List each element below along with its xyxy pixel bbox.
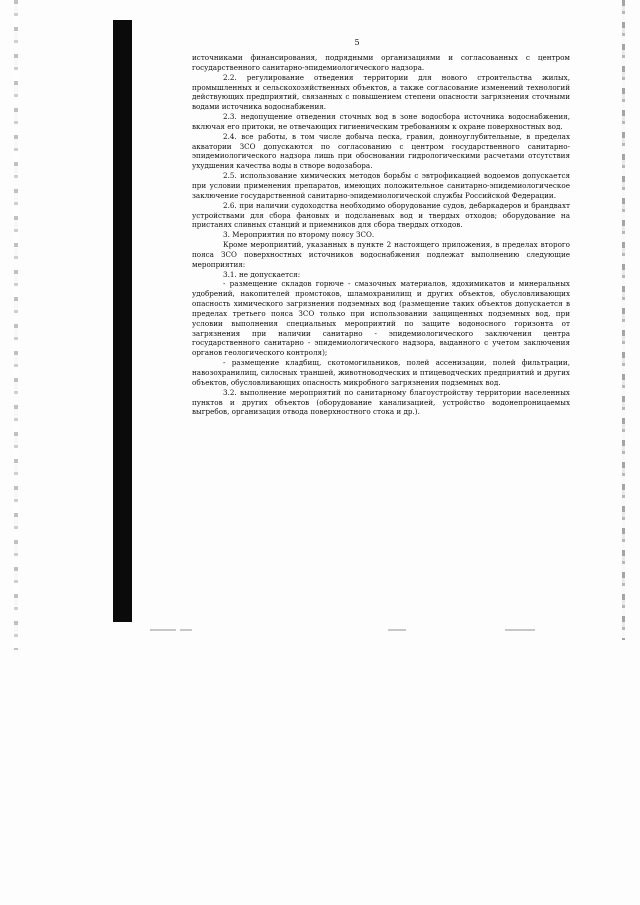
paragraph-2-6: 2.6. при наличии судоходства необходимо оборудование судов, дебаркадеров и брандвахт устройствами для сбора фановых и подсланевых вод и твердых отходов; оборудование на пристанях сливных станций и приемников для сбора твердых отходов. xyxy=(192,200,570,230)
scan-black-bar xyxy=(113,20,132,622)
paragraph-3-1: 3.1. не допускается: xyxy=(223,269,301,279)
scan-bottom-artifact xyxy=(505,629,535,631)
scan-left-edge-noise xyxy=(14,0,18,650)
list-item-cemetery-restriction: - размещение кладбищ, скотомогильников, полей ассенизации, полей фильтрации, навозохранилищ, силосных траншей, животноводческих и птицеводческих предприятий и других объектов, обусловливающих опасность микробного загрязнения подземных вод. xyxy=(192,358,570,387)
paragraph-3-intro: Кроме мероприятий, указанных в пункте 2 настоящего приложения, в пределах второго пояса ЗСО поверхностных источников водоснабжения подлежат выполнению следующие мероприятия: xyxy=(192,240,570,269)
scan-bottom-artifact xyxy=(150,629,176,631)
paragraph-2-3: 2.3. недопущение отведения сточных вод в зоне водосбора источника водоснабжения, включая его притоки, не отвечающих гигиеническим требованиям к охране поверхностных вод. xyxy=(192,112,570,131)
scan-right-edge-noise xyxy=(622,0,625,640)
paragraph-2-5: 2.5. использование химических методов борьбы с эвтрофикацией водоемов допускается при условии применения препаратов, имеющих положительное санитарно-эпидемиологическое заключение государственной санитарно-эпидемиологической службы Российской Федерации. xyxy=(192,171,570,200)
scan-bottom-artifact xyxy=(180,629,192,631)
document-body xyxy=(192,53,570,417)
paragraph-3-2: 3.2. выполнение мероприятий по санитарному благоустройству территории населенных пунктов и других объектов (оборудование канализацией, устройство водонепроницаемых выгребов, организация отвода поверхностного стока и др.). xyxy=(192,387,570,417)
page-number: 5 xyxy=(354,38,360,47)
scan-bottom-artifact xyxy=(388,629,406,631)
paragraph-2-2: 2.2. регулирование отведения территории для нового строительства жилых, промышленных и сельскохозяйственных объектов, а также согласование изменений технологий действующих предприятий, связанных с повышением степени опасности загрязнения сточными водами источника водоснабжения. xyxy=(192,72,570,112)
list-item-storage-restriction: - размещение складов горюче - смазочных материалов, ядохимикатов и минеральных удобрений, накопителей промстоков, шламохранилищ и других объектов, обусловливающих опасность химического загрязнения подземных вод (размещение таких объектов допускается в пределах третьего пояса ЗСО только при использовании защищенных подземных вод, при условии выполнения специальных мероприятий по защите водоносного горизонта от загрязнения при наличии санитарно - эпидемиологического заключения центра государственного санитарно - эпидемиологического надзора, выданного с учетом заключения органов геологического контроля); xyxy=(192,279,570,358)
paragraph-intro-continuation: источниками финансирования, подрядными организациями и согласованных с центром государственного санитарно-эпидемиологического надзора. xyxy=(192,53,570,72)
section-3-heading: 3. Мероприятия по второму поясу ЗСО. xyxy=(223,230,375,240)
paragraph-2-4: 2.4. все работы, в том числе добыча песка, гравия, донноуглубительные, в пределах акватории ЗСО допускаются по согласованию с центром государственного санитарно-эпидемиологического надзора лишь при обосновании гидрологическими расчетами отсутствия ухудшения качества воды в створе водозабора. xyxy=(192,131,570,171)
